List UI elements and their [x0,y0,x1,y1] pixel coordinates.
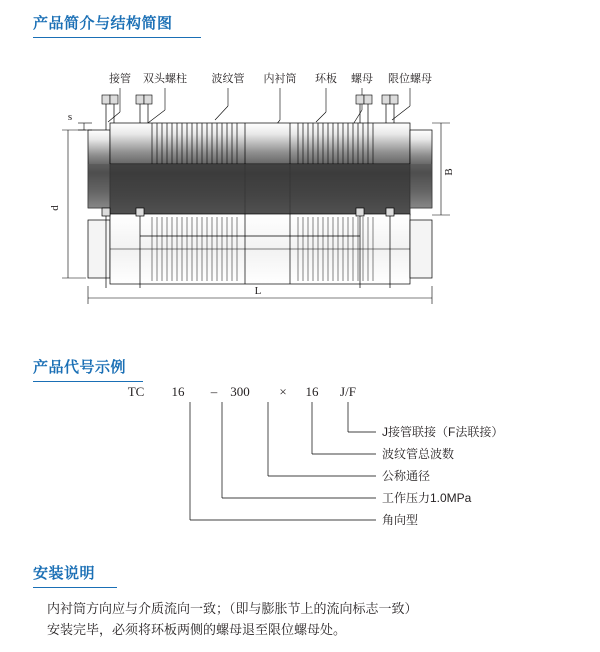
section-install-header [33,562,283,588]
code-description: 公称通径 [382,469,431,483]
section-intro-title: 产品简介与结构简图 [33,15,173,32]
callout-label: 双头螺柱 [143,73,187,85]
callout-label: 螺母 [351,73,373,85]
section-intro-underline [33,37,201,38]
dim-b-label: B [443,168,455,176]
dim-s-label: s [67,111,73,123]
section-code-header [33,356,283,382]
callout-labels [109,71,432,85]
callout-label: 限位螺母 [388,73,432,85]
code-part: × [279,384,287,399]
product-code-example [40,382,560,537]
section-code-title: 产品代号示例 [33,359,127,376]
code-part: – [210,384,218,399]
code-leaders [190,402,376,520]
code-part: 16 [171,384,185,399]
install-line: 内衬筒方向应与介质流向一致；（即与膨胀节上的流向标志一致） [47,601,418,616]
dim-d-label: d [49,205,61,211]
callout-label: 内衬筒 [263,73,297,85]
install-line: 安装完毕，必须将环板两侧的螺母退至限位螺母处。 [47,622,347,637]
callout-label: 波纹管 [211,73,245,85]
code-part: 300 [230,384,250,399]
code-description: J接管联接（F法联接） [382,425,504,439]
structure-diagram [40,60,560,297]
section-intro-header [33,12,283,38]
section-install-underline [33,587,117,588]
code-description: 角向型 [382,513,419,527]
code-description: 波纹管总波数 [382,447,455,461]
callout-label: 接管 [109,73,131,85]
install-instructions [47,598,567,640]
code-part: J/F [340,384,356,399]
code-descriptions [382,424,503,527]
code-description: 工作压力1.0MPa [382,491,472,505]
code-parts [128,384,356,399]
section-install-title: 安装说明 [33,565,96,582]
dim-l-label: L [254,285,262,297]
code-part: 16 [305,384,319,399]
bottom-view [88,208,432,288]
code-part: TC [127,384,145,399]
top-view [88,95,432,215]
callout-label: 环板 [315,73,337,85]
